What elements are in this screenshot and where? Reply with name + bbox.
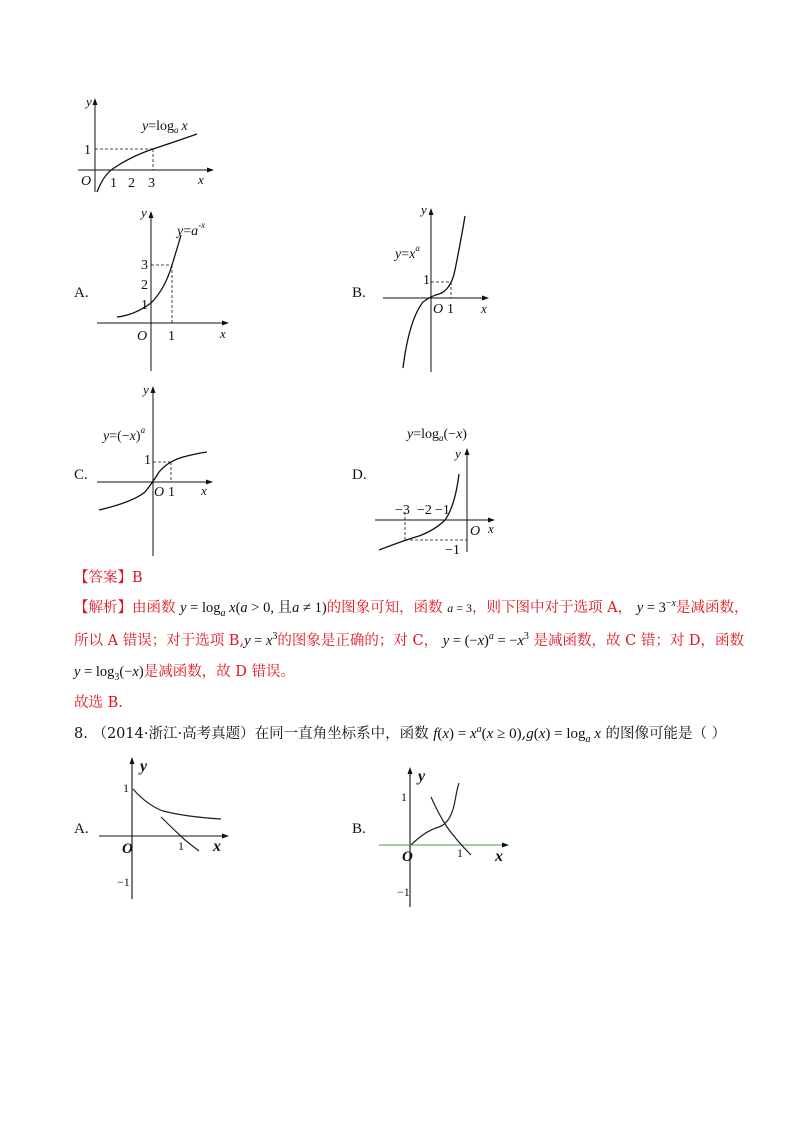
x-tick-1: 1 <box>457 846 463 860</box>
y-tick-1: 1 <box>401 790 407 804</box>
y-tick-2: 2 <box>141 278 148 293</box>
option-a-letter: A. <box>74 285 89 301</box>
x-axis-label: x <box>495 848 503 865</box>
analysis-line-3: $y = \log_3(-x)$是减函数，故 D 错误。 <box>74 664 296 683</box>
origin-label: O <box>154 485 165 500</box>
y-tick-1: 1 <box>141 298 148 313</box>
figure-log-graph <box>70 92 220 202</box>
question-number: 8. <box>74 726 88 742</box>
analysis-line-2: 所以 A 错误；对于选项 $B,y = x^3$的图象是正确的；对 C， $y = (-x)^a = -x^3$ 是减函数，故 C 错；对 D，函数 <box>74 631 745 649</box>
y-tick-neg1: −1 <box>445 543 460 558</box>
origin-label: O <box>81 174 92 189</box>
y-tick-neg1: −1 <box>117 875 130 889</box>
y-axis-label: y <box>455 446 461 461</box>
option-b-letter: B. <box>352 285 366 301</box>
x-tick-2: 2 <box>128 176 135 191</box>
q8-option-b-graph <box>375 765 520 915</box>
y-tick-1: 1 <box>84 143 91 158</box>
option-c-graph <box>95 380 225 560</box>
x-axis-label: x <box>213 838 221 855</box>
y-axis-label: y <box>140 758 148 775</box>
option-a-graph <box>95 205 245 375</box>
answer-line <box>74 568 143 588</box>
x-axis-label: x <box>201 483 207 498</box>
x-tick-1: 1 <box>168 329 175 344</box>
question-source: （2014·浙江·高考真题）在同一直角坐标系中，函数 <box>92 726 429 742</box>
curve-label: $y=a^{-x}$ <box>177 220 206 239</box>
curve-label: $y=(-x)^a$ <box>103 425 146 444</box>
origin-label: O <box>122 841 133 857</box>
option-c-letter: C. <box>74 467 88 483</box>
analysis-line-1: 【解析】由函数 $y = \log_a x(a > 0$, 且a ≠ 1)的图象可知，函数 a = 3，则下图中对于选项 A， $y = 3^{-x}$是减函数， <box>74 598 749 619</box>
x-axis-label: x <box>481 301 487 316</box>
y-tick-1: 1 <box>144 453 151 468</box>
x-axis-label: x <box>488 521 494 536</box>
y-axis-label: y <box>86 94 92 109</box>
x-axis-label: x <box>220 326 226 341</box>
conclusion-line: 故选 B. <box>74 695 123 711</box>
q8-option-a-graph <box>95 755 240 905</box>
y-axis-label: y <box>421 202 427 217</box>
origin-label: O <box>433 302 444 317</box>
x-axis-label: x <box>198 172 204 187</box>
q8-option-a-letter: A. <box>74 821 89 837</box>
option-d-graph <box>375 420 505 560</box>
y-tick-1: 1 <box>123 781 129 795</box>
y-axis-label: y <box>143 382 149 397</box>
y-axis-label: y <box>418 768 426 785</box>
q8-option-b-letter: B. <box>352 821 366 837</box>
origin-label: O <box>137 329 148 344</box>
origin-label: O <box>402 849 413 865</box>
origin-label: O <box>470 524 481 539</box>
x-tick-1: 1 <box>178 839 184 853</box>
x-tick-1: 1 <box>447 302 454 317</box>
x-tick-neg1: −1 <box>435 503 450 518</box>
x-tick-neg3: −3 <box>395 503 410 518</box>
x-tick-3: 3 <box>148 176 155 191</box>
answer-label: 【答案】 <box>74 570 132 586</box>
analysis-label: 【解析】 <box>74 600 132 616</box>
y-axis-label: y <box>141 205 147 220</box>
question-8: 8. （2014·浙江·高考真题）在同一直角坐标系中，函数 $f(x) = x^a(x \ge 0),g(x) = \log_a x$ 的图像可能是（ ） <box>74 724 727 745</box>
curve-label: $y=x^a$ <box>395 243 420 262</box>
curve-label: $y=\log_a(-x)$ <box>407 427 467 443</box>
y-tick-neg1: −1 <box>397 885 410 899</box>
y-tick-3: 3 <box>141 258 148 273</box>
curve-label: $y=\log_a$ x <box>142 119 188 135</box>
x-tick-1: 1 <box>110 176 117 191</box>
option-b-graph <box>375 200 505 375</box>
y-tick-1: 1 <box>423 273 430 288</box>
answer-value: B <box>132 570 143 586</box>
x-tick-1: 1 <box>168 485 175 500</box>
x-tick-neg2: −2 <box>417 503 432 518</box>
option-d-letter: D. <box>352 467 367 483</box>
